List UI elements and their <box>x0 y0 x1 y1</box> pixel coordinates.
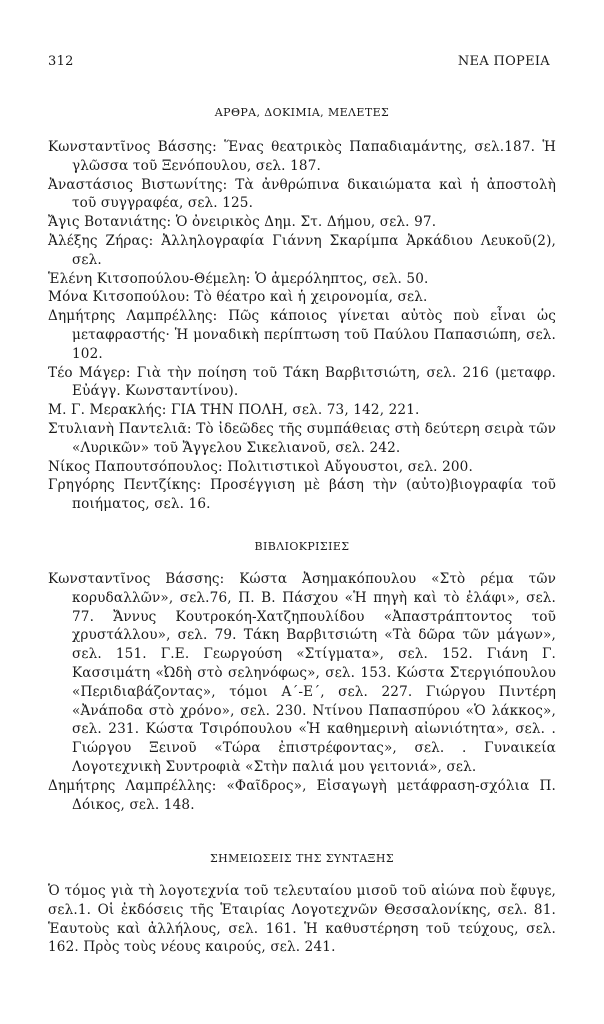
list-item: Κωνσταντῖνος Βάσσης: Κώστα Ἀσημακόπουλου «Στὸ ρέμα τῶν κορυδαλλῶν», σελ.76, Π. Β. Πάσχου «Ἡ πηγὴ καὶ τὸ ἐλάφι», σελ. 77. Ἄννυς Κουτροκόη-Χατζηπουλίδου «Ἀπαστράπτοντος τοῦ χρυστάλλου», σελ. 79. Τάκη Βαρβιτσιώτη «Τὰ δῶρα τῶν μάγων», σελ. 151. Γ.Ε. Γεωργούση «Στίγματα», σελ. 152. Γιάνη Γ. Κασσιμάτη «Ὠδὴ στὸ σεληνόφως», σελ. 153. Κώστα Στεργιόπουλου «Περιδιαβάζοντας», τόμοι Α΄-Ε΄, σελ. 227. Γιώργου Πιντέρη «Ἀνάποδα στὸ χρόνο», σελ. 230. Ντίνου Παπασπύρου «Ὁ λάκκος», σελ. 231. Κώστα Τσιρόπουλου «Ἡ καθημερινὴ αἰωνιότητα», σελ. . Γιώργου Ξεινοῦ «Τώρα ἐπιστρέφοντας», σελ. . Γυναικεία Λογοτεχνικὴ Συντροφιὰ «Στὴν παλιά μου γειτονιά», σελ. <box>48 571 556 775</box>
list-item: Ἀναστάσιος Βιστωνίτης: Τὰ ἀνθρώπινα δικαιώματα καὶ ἡ ἀποστολὴ τοῦ συγγραφέα, σελ. 125. <box>48 176 556 212</box>
editorial-notes-text: Ὁ τόμος γιὰ τὴ λογοτεχνία τοῦ τελευταίου μισοῦ τοῦ αἰώνα ποὺ ἔφυγε, σελ.1. Οἱ ἐκδόσεις τῆς Ἑταιρίας Λογοτεχνῶν Θεσσαλονίκης, σελ. 81. Ἑαυτοὺς καὶ ἀλλήλους, σελ. 161. Ἡ καθυστέρηση τοῦ τεύχους, σελ. 162. Πρὸς τοὺς νέους καιρούς, σελ. 241. <box>48 883 556 956</box>
list-item: Ἄγις Βοτανιάτης: Ὁ ὀνειρικὸς Δημ. Στ. Δήμου, σελ. 97. <box>48 214 437 231</box>
list-item: Γρηγόρης Πεντζίκης: Προσέγγιση μὲ βάση τὴν (αὐτο)βιογραφία τοῦ ποιήματος, σελ. 16. <box>48 477 556 513</box>
list-item: Μόνα Κιτσοπούλου: Τὸ θέατρο καὶ ἡ χειρονομία, σελ. <box>48 289 428 306</box>
list-item: Νίκος Παπουτσόπουλος: Πολιτιστικοὶ Αὔγουστοι, σελ. 200. <box>48 458 473 475</box>
list-item: Ἀλέξης Ζήρας: Ἀλληλογραφία Γιάννη Σκαρίμπα Ἀρκάδιου Λευκοῦ(2), σελ. <box>48 232 556 268</box>
reviews-list <box>48 570 556 814</box>
running-head <box>48 54 550 72</box>
list-item: Δημήτρης Λαμπρέλλης: Πῶς κάποιος γίνεται αὐτὸς ποὺ εἶναι ὡς μεταφραστής· Ἡ μοναδικὴ περίπτωση τοῦ Παύλου Παπασιώπη, σελ. 102. <box>48 308 556 362</box>
section-heading-articles: ΑΡΘΡΑ, ΔΟΚΙΜΙΑ, ΜΕΛΕΤΕΣ <box>214 106 390 119</box>
list-item: Κωνσταντῖνος Βάσσης: Ἕνας θεατρικὸς Παπαδιαμάντης, σελ.187. Ἡ γλῶσσα τοῦ Ξενόπουλου, σελ. 187. <box>48 139 556 174</box>
section-heading-notes: ΣΗΜΕΙΩΣΕΙΣ ΤΗΣ ΣΥΝΤΑΞΗΣ <box>209 852 394 865</box>
list-item: Ἑλένη Κιτσοπούλου-Θέμελη: Ὁ ἀμερόληπτος, σελ. 50. <box>48 270 429 287</box>
list-item: Μ. Γ. Μερακλής: ΓΙΑ ΤΗΝ ΠΟΛΗ, σελ. 73, 142, 221. <box>48 402 420 419</box>
articles-list <box>48 138 556 514</box>
page-number: 312 <box>48 54 74 69</box>
journal-title: ΝΕΑ ΠΟΡΕΙΑ <box>457 54 550 69</box>
list-item: Δημήτρης Λαμπρέλλης: «Φαῖδρος», Εἰσαγωγὴ μετάφραση-σχόλια Π. Δόικος, σελ. 148. <box>48 777 556 813</box>
list-item: Τέο Μάγερ: Γιὰ τὴν ποίηση τοῦ Τάκη Βαρβιτσιώτη, σελ. 216 (μεταφρ. Εὐάγγ. Κωνσταντίνου). <box>48 364 556 400</box>
list-item: Στυλιανὴ Παντελιᾶ: Τὸ ἰδεῶδες τῆς συμπάθειας στὴ δεύτερη σειρὰ τῶν «Λυρικῶν» τοῦ Ἄγγελου Σικελιανοῦ, σελ. 242. <box>48 420 556 456</box>
section-heading-reviews: ΒΙΒΛΙΟΚΡΙΣΙΕΣ <box>254 540 350 553</box>
editorial-notes <box>48 882 556 957</box>
